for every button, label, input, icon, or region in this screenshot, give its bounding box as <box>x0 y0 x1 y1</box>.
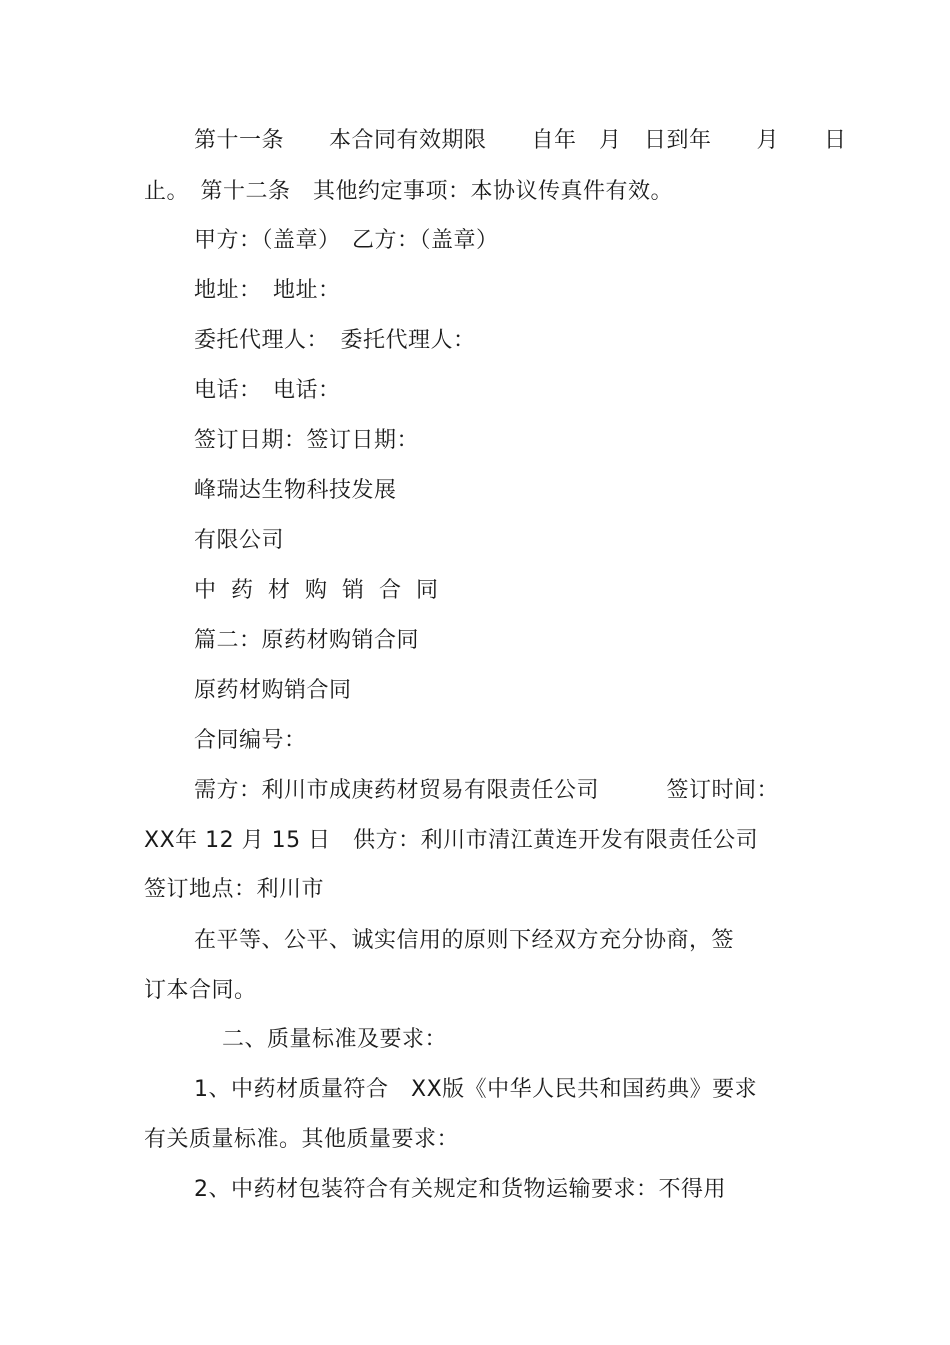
contract-number-line: 合同编号： <box>194 728 307 753</box>
principle-line-2: 订本合同。 <box>144 978 257 1003</box>
party-seal-line: 甲方：（盖章） 乙方：（盖章） <box>194 228 499 253</box>
address-line: 地址： 地址： <box>194 278 341 303</box>
company-name-line-2: 有限公司 <box>194 528 285 553</box>
article-12-line: 止。 第十二条 其他约定事项：本协议传真件有效。 <box>144 179 674 204</box>
buyer-line: 需方：利川市成庚药材贸易有限责任公司 签订时间： <box>194 778 780 803</box>
quality-item-1-line-1: 1、中药材质量符合 XX版《中华人民共和国药典》要求 <box>194 1077 758 1102</box>
quality-heading: 二、质量标准及要求： <box>222 1027 448 1052</box>
quality-item-1-line-2: 有关质量标准。其他质量要求： <box>144 1127 460 1152</box>
agent-line: 委托代理人： 委托代理人： <box>194 328 476 353</box>
sign-place-line: 签订地点：利川市 <box>144 877 325 902</box>
principle-line-1: 在平等、公平、诚实信用的原则下经双方充分协商，签 <box>194 928 735 953</box>
date-supplier-line: XX年 12 月 15 日 供方：利川市清江黄连开发有限责任公司 <box>144 828 759 853</box>
section-title: 中药材购销合同 <box>194 578 454 603</box>
article-11-line: 第十一条 本合同有效期限 自年 月 日到年 月 日 <box>194 128 847 153</box>
contract-title: 原药材购销合同 <box>194 678 352 703</box>
company-name-line-1: 峰瑞达生物科技发展 <box>194 478 397 503</box>
chapter-heading: 篇二：原药材购销合同 <box>194 628 420 653</box>
sign-date-line: 签订日期：签订日期： <box>194 428 420 453</box>
quality-item-2-line-1: 2、中药材包装符合有关规定和货物运输要求：不得用 <box>194 1177 726 1202</box>
phone-line: 电话： 电话： <box>194 378 341 403</box>
